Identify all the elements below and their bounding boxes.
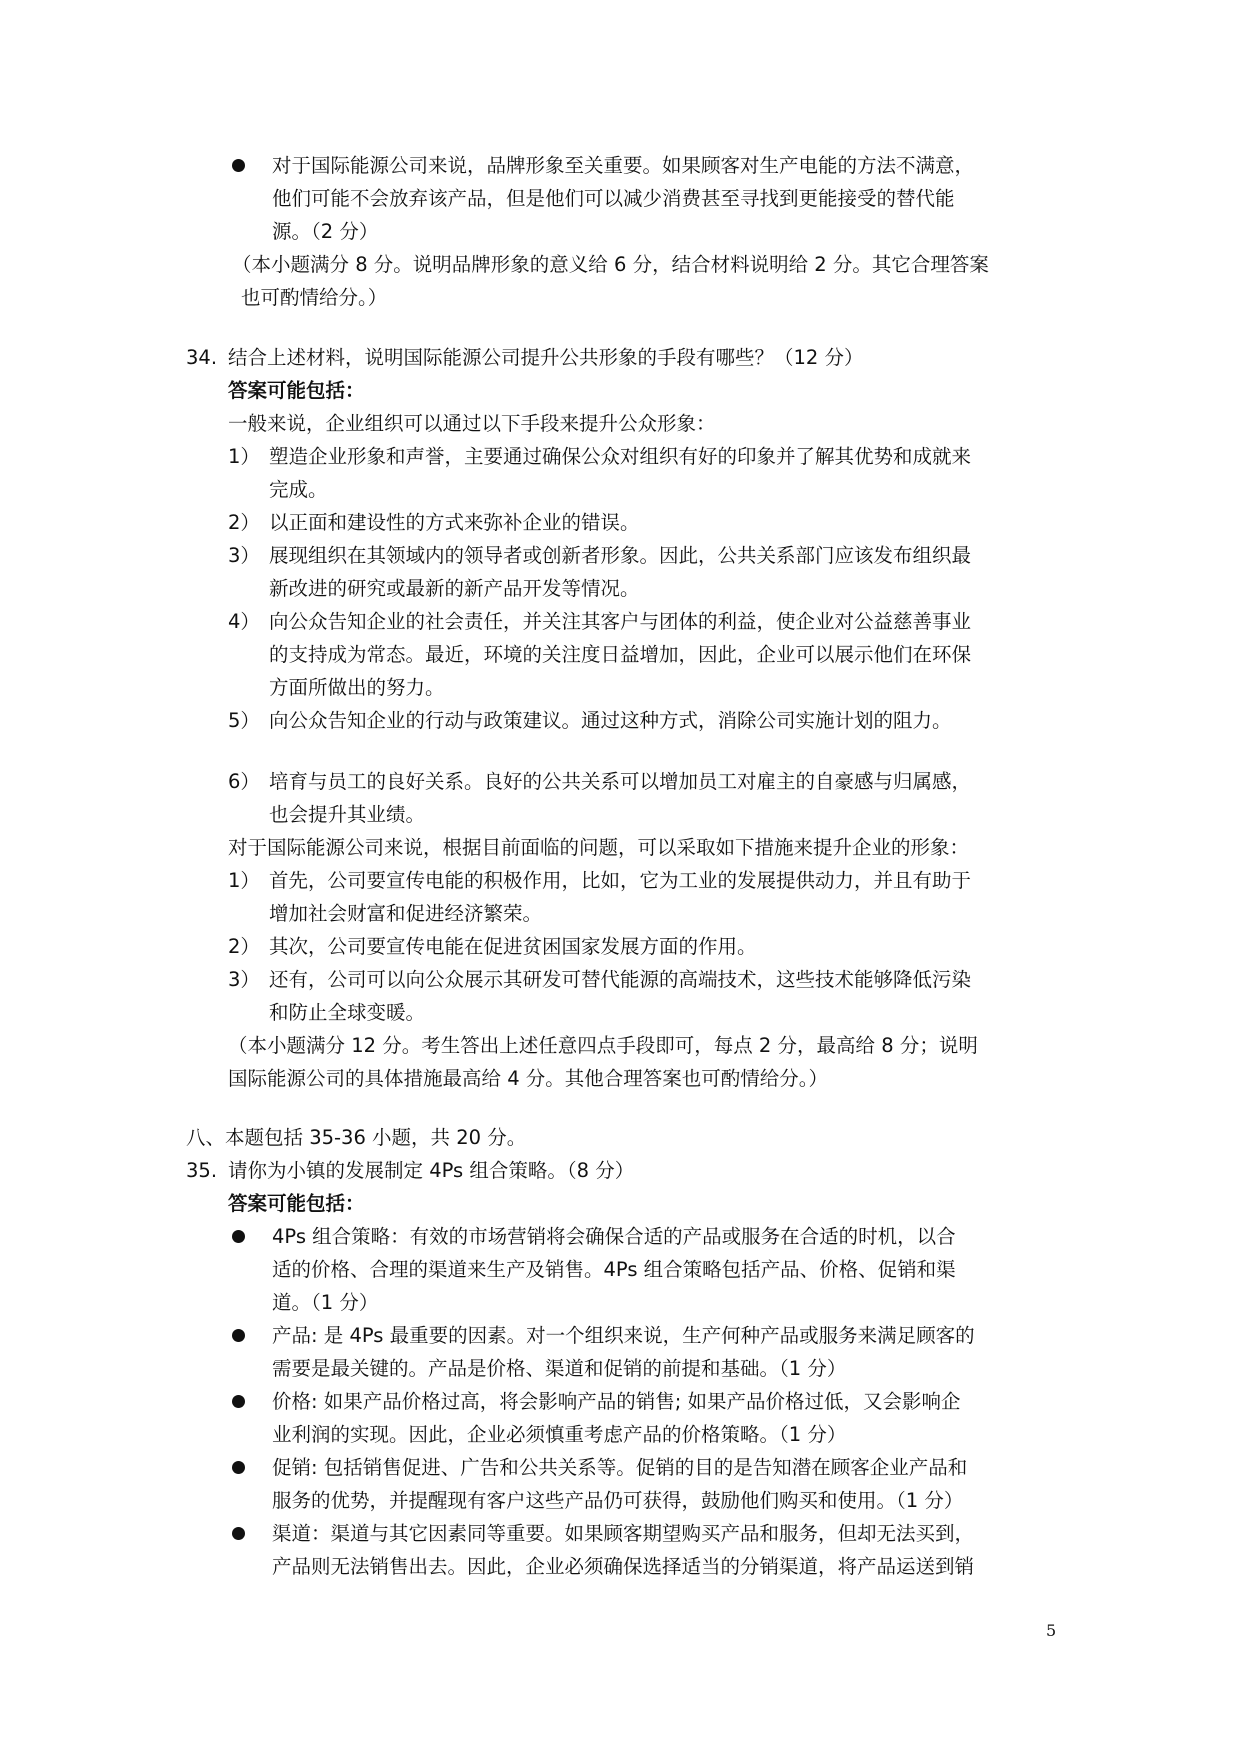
item-line: 和防止全球变暖。 [269,1001,426,1024]
bullet-icon [232,1527,245,1540]
bullet-icon [232,1230,245,1243]
score-note: （本小题满分 8 分。说明品牌形象的意义给 6 分，结合材料说明给 2 分。其它合理答案 [232,253,989,276]
answer-intro: 对于国际能源公司来说，根据目前面临的问题，可以采取如下措施来提升企业的形象： [228,836,970,859]
score-note: 国际能源公司的具体措施最高给 4 分。其他合理答案也可酌情给分。） [228,1067,829,1090]
item-line: 的支持成为常态。最近，环境的关注度日益增加，因此，企业可以展示他们在环保 [269,643,972,666]
item-line: 向公众告知企业的行动与政策建议。通过这种方式，消除公司实施计划的阻力。 [269,709,952,732]
bullet-icon [232,159,245,172]
item-line: 增加社会财富和促进经济繁荣。 [269,902,543,925]
question-text: 请你为小镇的发展制定 4Ps 组合策略。（8 分） [228,1159,635,1182]
bullet-line: 业利润的实现。因此，企业必须慎重考虑产品的价格策略。（1 分） [272,1423,847,1446]
answer-heading: 答案可能包括： [228,379,365,402]
item-line: 其次，公司要宣传电能在促进贫困国家发展方面的作用。 [269,935,757,958]
item-line: 完成。 [269,478,328,501]
item-number: 1） [228,445,260,468]
question-number: 34. [186,346,218,369]
bullet-line: 渠道：渠道与其它因素同等重要。如果顾客期望购买产品和服务，但却无法买到， [272,1522,975,1545]
item-line: 培育与员工的良好关系。良好的公共关系可以增加员工对雇主的自豪感与归属感， [269,770,972,793]
item-number: 1） [228,869,260,892]
item-line: 新改进的研究或最新的新产品开发等情况。 [269,577,640,600]
bullet-icon [232,1395,245,1408]
bullet-line: 适的价格、合理的渠道来生产及销售。4Ps 组合策略包括产品、价格、促销和渠 [272,1258,956,1281]
bullet-line: 道。（1 分） [272,1291,379,1314]
section-heading: 八、本题包括 35-36 小题，共 20 分。 [186,1126,527,1149]
item-line: 塑造企业形象和声誉，主要通过确保公众对组织有好的印象并了解其优势和成就来 [269,445,972,468]
item-number: 2） [228,935,260,958]
item-number: 2） [228,511,260,534]
item-line: 首先，公司要宣传电能的积极作用，比如，它为工业的发展提供动力，并且有助于 [269,869,972,892]
bullet-line: 产品则无法销售出去。因此，企业必须确保选择适当的分销渠道，将产品运送到销 [272,1555,975,1578]
item-line: 以正面和建设性的方式来弥补企业的错误。 [269,511,640,534]
bullet-line: 他们可能不会放弃该产品，但是他们可以减少消费甚至寻找到更能接受的替代能 [272,187,955,210]
question-text: 结合上述材料，说明国际能源公司提升公共形象的手段有哪些？（12 分） [228,346,864,369]
item-number: 6） [228,770,260,793]
bullet-icon [232,1329,245,1342]
score-note: （本小题满分 12 分。考生答出上述任意四点手段即可，每点 2 分，最高给 8 分；说明 [228,1034,978,1057]
answer-intro: 一般来说，企业组织可以通过以下手段来提升公众形象： [228,412,716,435]
item-number: 3） [228,968,260,991]
bullet-line: 促销: 包括销售促进、广告和公共关系等。促销的目的是告知潜在顾客企业产品和 [272,1456,968,1479]
bullet-line: 产品: 是 4Ps 最重要的因素。对一个组织来说，生产何种产品或服务来满足顾客的 [272,1324,975,1347]
bullet-icon [232,1461,245,1474]
bullet-line: 4Ps 组合策略：有效的市场营销将会确保合适的产品或服务在合适的时机，以合 [272,1225,956,1248]
item-number: 3） [228,544,260,567]
bullet-line: 源。（2 分） [272,220,379,243]
item-line: 也会提升其业绩。 [269,803,426,826]
page-number: 5 [1046,1621,1057,1640]
bullet-line: 需要是最关键的。产品是价格、渠道和促销的前提和基础。（1 分） [272,1357,847,1380]
item-line: 方面所做出的努力。 [269,676,445,699]
item-line: 还有，公司可以向公众展示其研发可替代能源的高端技术，这些技术能够降低污染 [269,968,972,991]
score-note: 也可酌情给分。） [241,286,388,309]
question-number: 35. [186,1159,218,1182]
bullet-line: 对于国际能源公司来说，品牌形象至关重要。如果顾客对生产电能的方法不满意， [272,154,975,177]
item-line: 展现组织在其领域内的领导者或创新者形象。因此，公共关系部门应该发布组织最 [269,544,972,567]
bullet-line: 价格: 如果产品价格过高，将会影响产品的销售; 如果产品价格过低，又会影响企 [272,1390,961,1413]
item-number: 5） [228,709,260,732]
item-line: 向公众告知企业的社会责任，并关注其客户与团体的利益，使企业对公益慈善事业 [269,610,972,633]
item-number: 4） [228,610,260,633]
answer-heading: 答案可能包括： [228,1192,365,1215]
bullet-line: 服务的优势，并提醒现有客户这些产品仍可获得，鼓励他们购买和使用。（1 分） [272,1489,964,1512]
